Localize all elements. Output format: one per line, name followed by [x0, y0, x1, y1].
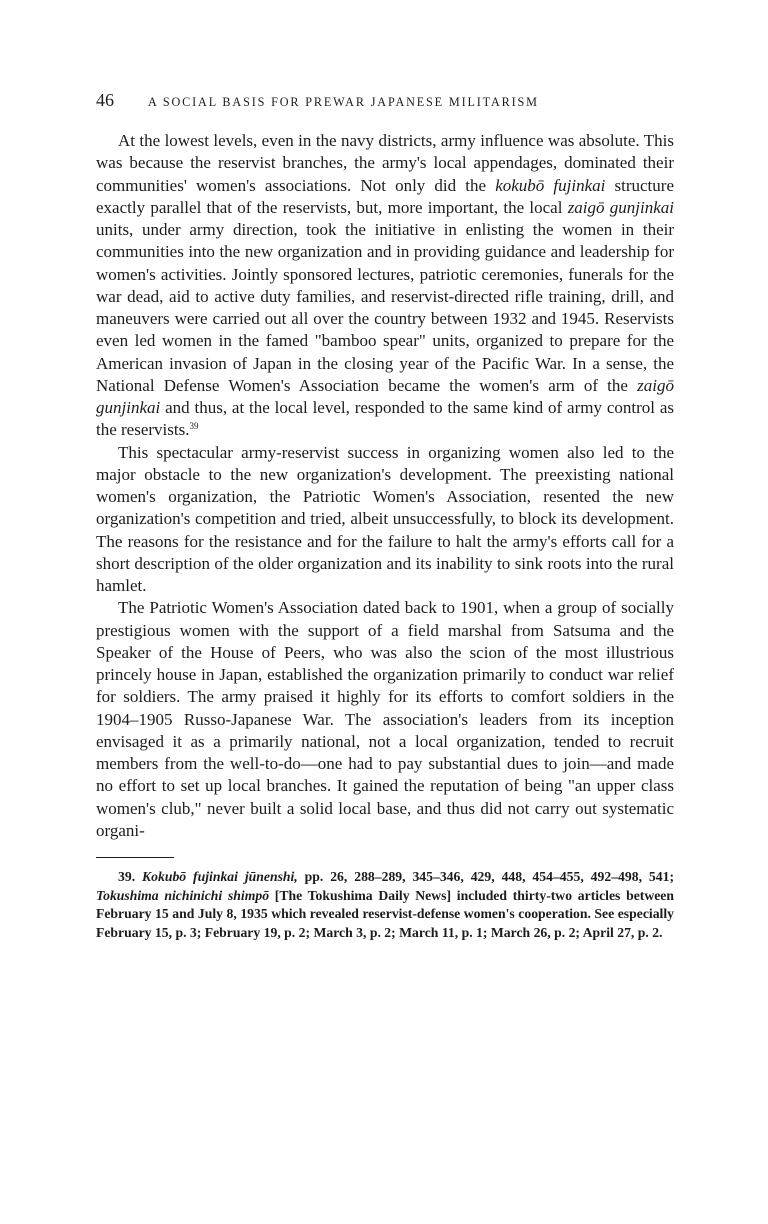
paragraph-1-text-b: structure exactly parallel that of the reservists, but, more important, the local: [96, 175, 674, 217]
paragraph-2: This spectacular army-reservist success in organizing women also led to the major obstacle to the new organization's development. The preexisting national women's organization, the Patriotic Women's Association, resented the new organization's competition and tried, albeit unsuccessfully, to block its development. The reasons for the resistance and for the failure to halt the army's efforts call for a short description of the older organization and its inability to sink roots into the rural hamlet.: [96, 442, 674, 595]
footnote-source-title-2: Tokushima nichinichi shimpō: [96, 887, 270, 903]
page-number: 46: [96, 90, 114, 110]
footnote-39: [96, 868, 674, 942]
footnote-source-title-1: Kokubō fujinkai jūnenshi,: [142, 869, 298, 884]
body-text: [96, 130, 674, 842]
paragraph-3: The Patriotic Women's Association dated back to 1901, when a group of socially prestigious women with the support of a field marshal from Satsuma and the Speaker of the House of Peers, who was also the scion of the most illustrious princely house in Japan, established the organization primarily to conduct war relief for soldiers. The army praised it highly for its efforts to comfort soldiers in the 1904–1905 Russo-Japanese War. The association's leaders from its inception envisaged it as a primarily national, not a local organization, tended to recruit members from the well-to-do—one had to pay substantial dues to join—and made no effort to set up local branches. It gained the reputation of being "an upper class women's club," never built a solid local base, and thus did not carry out systematic organi-: [96, 598, 674, 840]
footnote-divider: [96, 857, 174, 858]
footnote-number: 39.: [118, 869, 136, 884]
paragraph-1-text-d: and thus, at the local level, responded to the same kind of army control as the reservists.: [96, 398, 674, 440]
term-kokubo-fujinkai: kokubō fujinkai: [495, 175, 606, 195]
paragraph-1: [96, 130, 674, 442]
paragraph-1-text-c: units, under army direction, took the initiative in enlisting the women in their communities into the new organization and in providing guidance and leadership for women's activities. Jointly sponsored lectures, patriotic ceremonies, funerals for the war dead, aid to active duty families, and reservist-directed rifle training, drill, and maneuvers were carried out all over the country between 1932 and 1945. Reservists even led women in the famed "bamboo spear" units, organized to prepare for the American invasion of Japan in the closing year of the Pacific War. In a sense, the National Defense Women's Association became the women's arm of the: [96, 220, 674, 395]
page-header: [96, 90, 674, 112]
running-title: A SOCIAL BASIS FOR PREWAR JAPANESE MILITARISM: [148, 95, 539, 109]
footnote-text-b: [The Tokushima Daily News] included thirty-two articles between February 15 and July 8, 1935 which revealed reservist-defense women's cooperation. See especially February 15, p. 3; February 19, p. 2; March 3, p. 2; March 11, p. 1; March 26, p. 2; April 27, p. 2.: [96, 887, 674, 940]
footnote-text-a: pp. 26, 288–289, 345–346, 429, 448, 454–455, 492–498, 541;: [297, 869, 675, 884]
term-zaigo-gunjinkai-2: zaigō gunjinkai: [96, 375, 674, 417]
footnote-marker[interactable]: 39: [189, 421, 199, 432]
term-zaigo-gunjinkai: zaigō gunjinkai: [567, 197, 674, 217]
book-page: [96, 90, 674, 942]
paragraph-1-text-a: At the lowest levels, even in the navy districts, army influence was absolute. This was because the reservist branches, the army's local appendages, dominated their communities' women's associations. Not only did the: [96, 131, 674, 195]
